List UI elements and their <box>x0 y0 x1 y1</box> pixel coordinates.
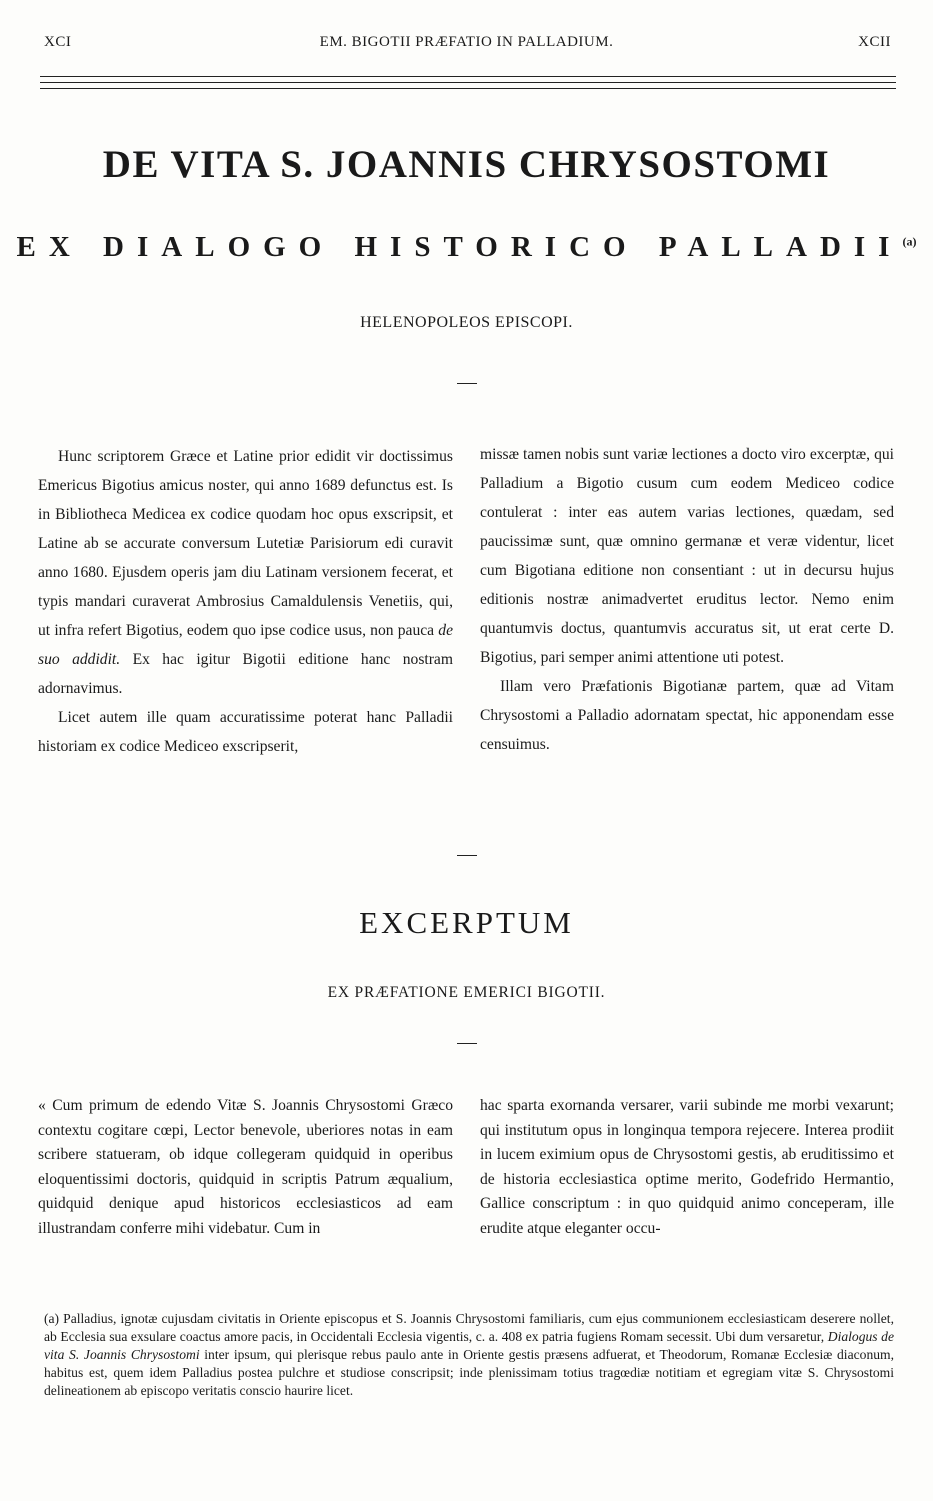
intro-paragraph-continued: missæ tamen nobis sunt variæ lectiones a docto viro excerptæ, qui Palladium a Bigotio cusum cum eodem Mediceo codice contulerat : inter eas autem varias lectiones, quædam, sed paucissimæ sunt, quæ omnino germanæ et veræ videntur, licet cum Bigotiana editione non consentiant : ut in decursu hujus editionis nostræ animadvertet eruditus lector. Nemo enim quantumvis doctus, quantumvis accuratus sit, ut erat certe D. Bigotius, pari semper animi attentione uti potest. <box>480 446 894 666</box>
intro-text: Hunc scriptorem Græce et Latine prior edidit vir doctissimus Emericus Bigotius amicus noster, qui anno 1689 defunctus est. Is in Bibliotheca Medicea ex codice quodam hoc opus exscripsit, et Latine ab se accurate conversum Lutetiæ Parisiorum edi curavit anno 1680. Ejusdem operis jam diu Latinam versionem fecerat, et typis mandari curaverat Ambrosius Camaldulensis Venetiis, qui, ut infra refert Bigotius, eodem quo ipse codice usus, non pauca <box>38 448 453 639</box>
intro-italic: de suo addidit. <box>38 622 453 668</box>
intro-paragraph-1 <box>38 442 453 703</box>
subtitle-text: EX DIALOGO HISTORICO PALLADII <box>16 231 903 263</box>
header-rule-middle <box>40 82 896 83</box>
running-head-right: XCII <box>858 34 891 50</box>
footnote-text-end: inter ipsum, qui plerisque rebus paulo ante in Oriente gestis præsens adfuerat, et Theodorum, Romanæ Ecclesiæ diaconum, habitus est, quem idem Palladius postea pulchre et studiose conscripsit; inde plenissimam totius tragœdiæ notitiam et egregiam vitæ S. Chrysostomi delineationem ab episcopo veritatis conscio haurire licet. <box>44 1347 895 1398</box>
intro-right-column <box>480 440 894 759</box>
excerpt-right-column: hac sparta exornanda versarer, varii subinde me morbi vexarunt; qui institutum opus in longinqua tempora rejecere. Interea prodiit in lucem eximium opus de Chrysostomi gestis, ab eruditissimo et de historia ecclesiastica optime merito, Godefrido Hermantio, Gallice conscriptum : in quo quidquid animo conceperam, ille erudite atque eleganter occu- <box>480 1097 894 1237</box>
excerpt-title: EXCERPTUM <box>359 905 574 940</box>
header-rule-top <box>40 76 896 77</box>
intro-text-end: Ex hac igitur Bigotii editione hanc nostram adornavimus. <box>38 651 453 697</box>
header-rule-bottom <box>40 88 896 89</box>
section-divider <box>457 383 477 384</box>
subtitle <box>0 231 933 264</box>
running-head-title: EM. BIGOTII PRÆFATIO IN PALLADIUM. <box>319 34 614 50</box>
excerpt-subtitle: EX PRÆFATIONE EMERICI BIGOTII. <box>327 984 606 1001</box>
footnote <box>44 1310 894 1400</box>
main-title: DE VITA S. JOANNIS CHRYSOSTOMI <box>102 143 831 186</box>
excerpt-left-column: « Cum primum de edendo Vitæ S. Joannis Chrysostomi Græco contextu cogitare cœpi, Lector benevole, uberiores notas in eam scribere statueram, ob idque collegeram quidquid in operibus eloquentissimi doctoris, quidquid in scriptis Patrum æqualium, quidquid denique apud historicos ecclesiasticos ad eam illustrandam conferre mihi videbatur. Cum in <box>38 1097 453 1237</box>
footnote-reference: (a) <box>902 234 917 249</box>
intro-left-column <box>38 442 453 761</box>
section-divider <box>457 855 477 856</box>
intro-paragraph-2: Licet autem ille quam accuratissime poterat hanc Palladii historiam ex codice Mediceo exscripserit, <box>38 709 453 755</box>
footnote-mark: (a) <box>44 1311 60 1326</box>
footnote-text: Palladius, ignotæ cujusdam civitatis in Oriente episcopus et S. Joannis Chrysostomi familiaris, cum ejus communionem ecclesiasticam deserere nollet, ab Ecclesia sua exsulare coactus amore pacis, in Occidentali Ecclesia vigentis, c. a. 408 ex patria fugiens Romam secessit. Ubi dum versaretur, <box>44 1311 894 1344</box>
running-head-left: XCI <box>44 34 72 50</box>
intro-paragraph-3: Illam vero Præfationis Bigotianæ partem, quæ ad Vitam Chrysostomi a Palladio adornatam spectat, hic apponendam esse censuimus. <box>480 678 894 753</box>
section-divider <box>457 1043 477 1044</box>
footnote-italic: Dialogus de vita S. Joannis Chrysostomi <box>44 1329 894 1362</box>
author-title: HELENOPOLEOS EPISCOPI. <box>360 314 573 331</box>
